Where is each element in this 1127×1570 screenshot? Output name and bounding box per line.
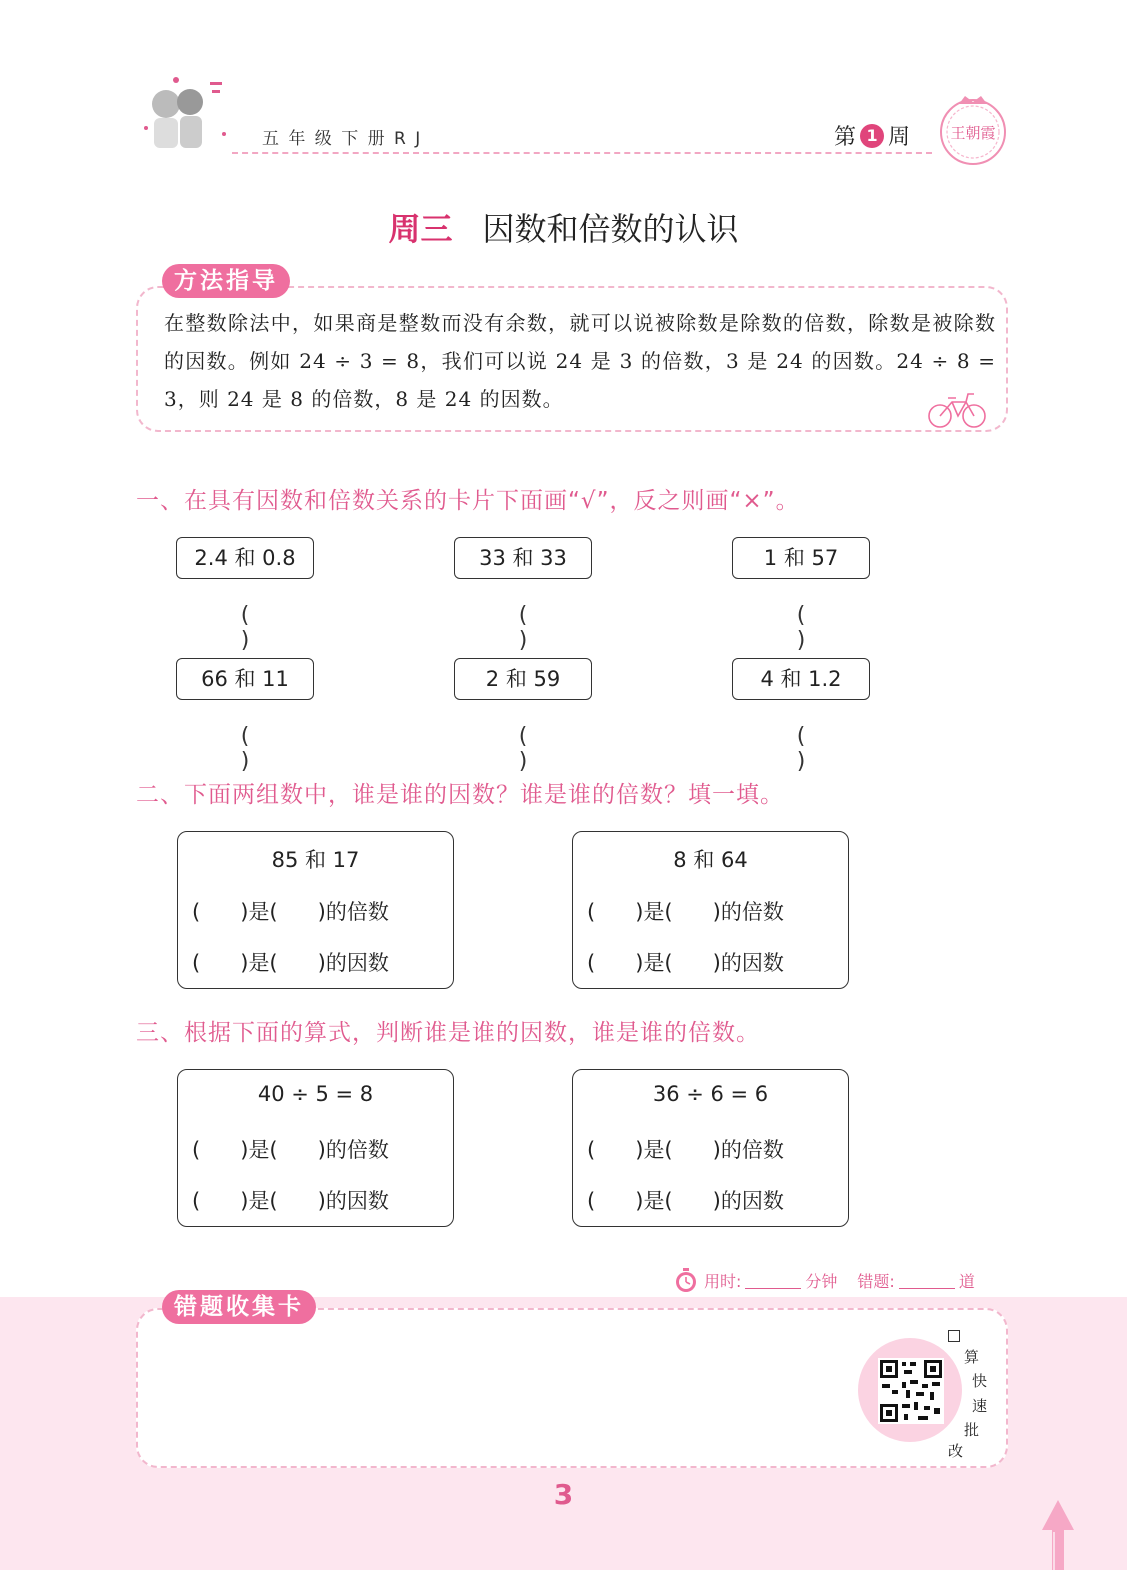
answer-blank[interactable]: ( )	[518, 724, 564, 774]
equation-label: 36 ÷ 6 = 6	[652, 1082, 769, 1106]
qr-caption-char: 算	[964, 1348, 980, 1366]
week-number-badge: 1	[860, 124, 884, 148]
qr-code-icon[interactable]	[878, 1358, 944, 1424]
equation-box-40-5	[177, 1069, 454, 1227]
minute-label: 分钟	[805, 1271, 838, 1291]
qr-caption-char: 快	[972, 1372, 988, 1390]
up-arrow-icon	[1040, 1500, 1076, 1570]
time-blank[interactable]	[745, 1272, 801, 1289]
answer-blank[interactable]: ( )	[796, 724, 842, 774]
bicycle-icon	[926, 390, 988, 430]
answer-blank[interactable]: ( )	[796, 603, 842, 653]
pair-label: 8 和 64	[673, 848, 748, 872]
week-prefix: 第	[834, 125, 857, 150]
pair-box-85-17	[177, 831, 454, 989]
card-2.4-0.8: 2.4 和 0.8	[176, 537, 314, 579]
time-label: 用时:	[704, 1271, 742, 1291]
factor-fill-row[interactable]: ( )是( )的因数	[587, 1189, 784, 1213]
answer-blank[interactable]: ( )	[240, 603, 286, 653]
section2-heading: 二、下面两组数中，谁是谁的因数？谁是谁的倍数？填一填。	[136, 782, 784, 808]
stopwatch-icon	[672, 1266, 700, 1294]
seal-logo-icon	[935, 92, 1011, 168]
seal-text: 王朝霞	[950, 124, 996, 142]
qr-caption-char: 批	[964, 1421, 980, 1439]
multiple-fill-row[interactable]: ( )是( )的倍数	[192, 900, 389, 924]
equation-box-36-6	[572, 1069, 849, 1227]
page-title	[0, 204, 1127, 250]
card-66-11: 66 和 11	[176, 658, 314, 700]
qr-caption-char: 速	[972, 1397, 988, 1415]
factor-fill-row[interactable]: ( )是( )的因数	[587, 951, 784, 975]
card-1-57: 1 和 57	[732, 537, 870, 579]
card-4-1.2: 4 和 1.2	[732, 658, 870, 700]
error-label: 错题:	[857, 1271, 895, 1291]
section3-heading: 三、根据下面的算式，判断谁是谁的因数，谁是谁的倍数。	[136, 1020, 760, 1046]
grade-label: 五 年 级 下 册 R J	[262, 129, 423, 149]
method-guide-tag: 方法指导	[162, 264, 290, 298]
error-collection-tag: 错题收集卡	[162, 1290, 316, 1324]
error-unit: 道	[958, 1271, 975, 1291]
factor-fill-row[interactable]: ( )是( )的因数	[192, 1189, 389, 1213]
header-divider	[232, 152, 932, 154]
method-guide-text: 在整数除法中，如果商是整数而没有余数，就可以说被除数是除数的倍数，除数是被除数的因数。例如 24 ÷ 3 = 8，我们可以说 24 是 3 的倍数，3 是 24 的因数。24 ÷ 8 = 3，则 24 是 8 的倍数，8 是 24 的因数。	[164, 311, 996, 411]
equation-label: 40 ÷ 5 = 8	[257, 1082, 374, 1106]
multiple-fill-row[interactable]: ( )是( )的倍数	[192, 1138, 389, 1162]
time-and-errors-line	[672, 1266, 975, 1294]
kids-illustration-icon	[140, 74, 236, 160]
answer-blank[interactable]: ( )	[518, 603, 564, 653]
title-day: 周三	[388, 210, 453, 248]
section1-heading: 一、在具有因数和倍数关系的卡片下面画“√”，反之则画“×”。	[136, 488, 800, 514]
answer-blank[interactable]: ( )	[240, 724, 286, 774]
qr-caption-char: 改	[948, 1442, 964, 1460]
multiple-fill-row[interactable]: ( )是( )的倍数	[587, 1138, 784, 1162]
pair-box-8-64	[572, 831, 849, 989]
card-2-59: 2 和 59	[454, 658, 592, 700]
page-number: 3	[553, 1478, 574, 1511]
pair-label: 85 和 17	[271, 848, 360, 872]
title-topic: 因数和倍数的认识	[482, 210, 739, 248]
error-count-blank[interactable]	[899, 1272, 955, 1289]
multiple-fill-row[interactable]: ( )是( )的倍数	[587, 900, 784, 924]
qr-checkbox[interactable]	[948, 1330, 960, 1342]
factor-fill-row[interactable]: ( )是( )的因数	[192, 951, 389, 975]
card-33-33: 33 和 33	[454, 537, 592, 579]
week-label	[834, 120, 910, 151]
week-suffix: 周	[888, 125, 911, 150]
